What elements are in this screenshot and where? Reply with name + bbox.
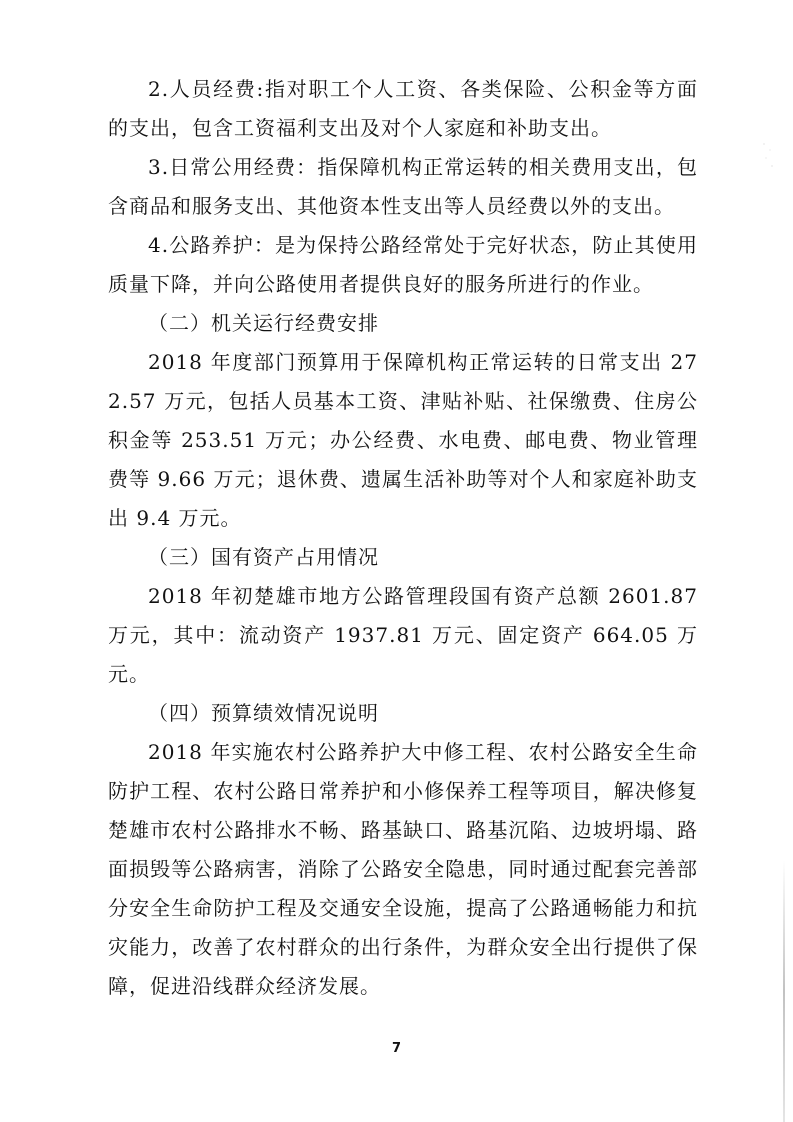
heading-state-assets: （三）国有资产占用情况 xyxy=(148,545,379,569)
heading-operating-expenses: （二）机关运行经费安排 xyxy=(148,311,379,335)
document-body xyxy=(108,70,698,1006)
paragraph-personnel-expenses: 2.人员经费:指对职工个人工资、各类保险、公积金等方面的支出，包含工资福利支出及对个人家庭和补助支出。 xyxy=(108,77,698,140)
paragraph-daily-public-expenses: 3.日常公用经费：指保障机构正常运转的相关费用支出，包含商品和服务支出、其他资本性支出等人员经费以外的支出。 xyxy=(108,155,698,218)
scan-edge-shadow xyxy=(783,860,785,1122)
heading-performance: （四）预算绩效情况说明 xyxy=(148,701,379,725)
page-number: 7 xyxy=(391,1041,402,1056)
paragraph-state-assets: 2018 年初楚雄市地方公路管理段国有资产总额 2601.87 万元，其中：流动资产 1937.81 万元、固定资产 664.05 万元。 xyxy=(108,584,698,686)
scan-speck-icon xyxy=(761,140,775,172)
paragraph-performance: 2018 年实施农村公路养护大中修工程、农村公路安全生命防护工程、农村公路日常养护和小修保养工程等项目，解决修复楚雄市农村公路排水不畅、路基缺口、路基沉陷、边坡坍塌、路面损毁等公路病害，消除了公路安全隐患，同时通过配套完善部分安全生命防护工程及交通安全设施，提高了公路通畅能力和抗灾能力，改善了农村群众的出行条件，为群众安全出行提供了保障，促进沿线群众经济发展。 xyxy=(108,740,698,998)
paragraph-operating-expenses: 2018 年度部门预算用于保障机构正常运转的日常支出 272.57 万元，包括人员基本工资、津贴补贴、社保缴费、住房公积金等 253.51 万元；办公经费、水电费、邮电费、物业管理费等 9.66 万元；退休费、遗属生活补助等对个人和家庭补助支出 9.4 万元。 xyxy=(108,350,698,530)
paragraph-road-maintenance: 4.公路养护：是为保持公路经常处于完好状态，防止其使用质量下降，并向公路使用者提供良好的服务所进行的作业。 xyxy=(108,233,698,296)
